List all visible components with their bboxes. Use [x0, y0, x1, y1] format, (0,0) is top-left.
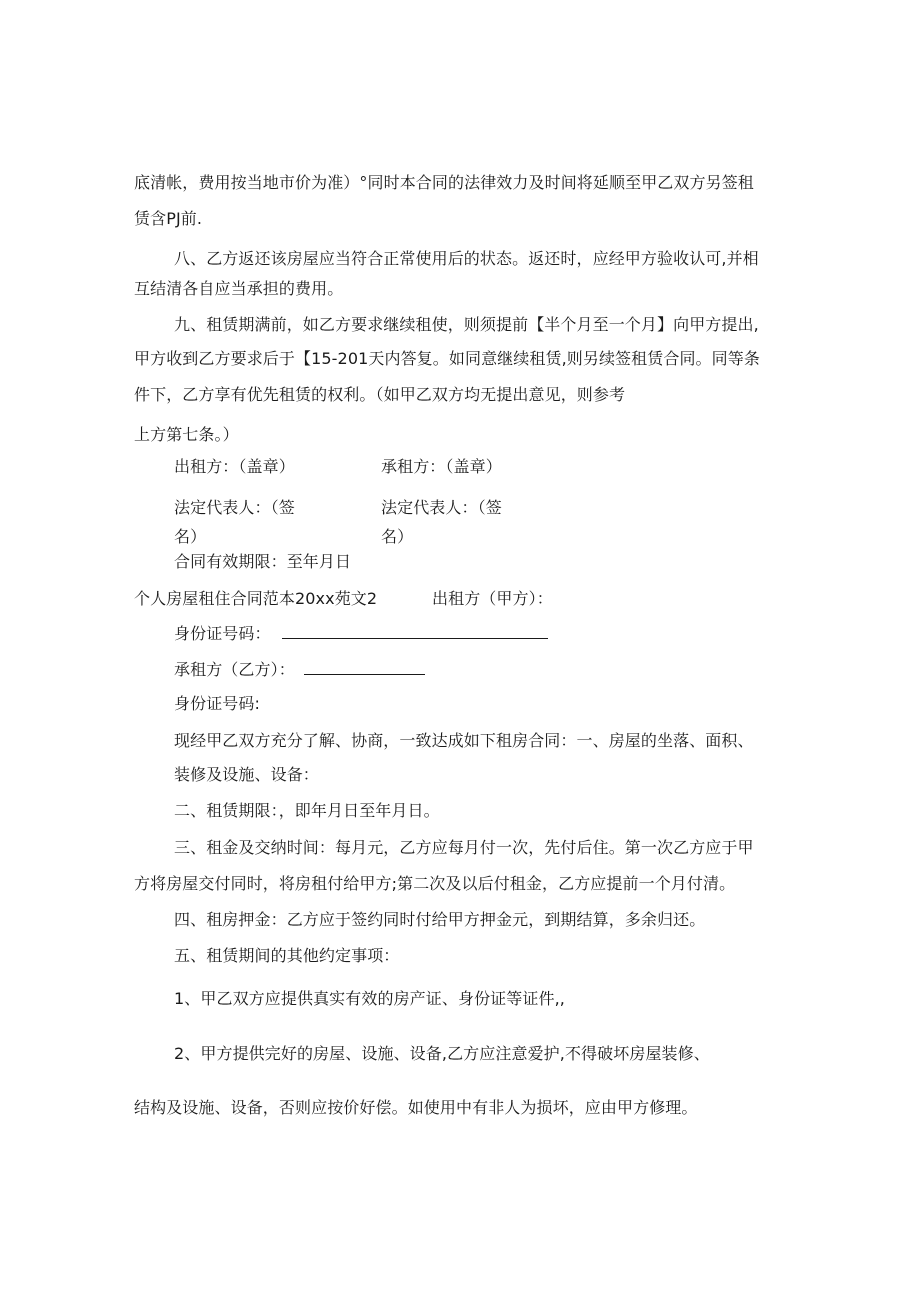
id-number-blank-1 — [282, 624, 548, 639]
validity-period: 合同有效期限：至年月日 — [174, 552, 352, 571]
article-8-line-1: 八、乙方返还该房屋应当符合正常使用后的状态。返还时，应经甲方验收认可,并相 — [174, 249, 759, 268]
article-3-line-1: 三、租金及交纳时间：每月元，乙方应每月付一次，先付后住。第一次乙方应于甲 — [174, 838, 754, 857]
article-5-item-1: 1、甲乙双方应提供真实有效的房产证、身份证等证件,, — [174, 989, 565, 1008]
lessee-party-label: 承租方（乙方）： — [174, 660, 295, 679]
paragraph-continued-line-2: 赁含PJ前. — [134, 209, 203, 228]
id-number-row-1 — [174, 624, 548, 644]
signature-lessor: 出租方：（盖章） — [174, 457, 295, 476]
id-number-label-1: 身份证号码： — [174, 624, 271, 643]
article-4: 四、租房押金：乙方应于签约同时付给甲方押金元，到期结算，多余归还。 — [174, 910, 706, 929]
article-5-item-2-line-2: 结构及设施、设备，否则应按价好偿。如使用中有非人为损坏，应由甲方修理。 — [134, 1098, 698, 1117]
intro-line-1: 现经甲乙双方充分了解、协商，一致达成如下租房合同：一、房屋的坐落、面积、 — [174, 731, 754, 750]
representative-lessee-line-1: 法定代表人：（签 — [381, 498, 502, 517]
article-3-line-2: 方将房屋交付同时，将房租付给甲方;第二次及以后付租金，乙方应提前一个月付清。 — [134, 874, 736, 893]
contract-title-2: 个人房屋租住合同范本20xx苑文2 — [134, 589, 378, 608]
representative-lessor-line-1: 法定代表人：（签 — [174, 498, 295, 517]
article-9-line-4: 上方第七条。） — [134, 425, 239, 444]
lessee-party-blank — [304, 660, 425, 675]
id-number-label-2: 身份证号码: — [174, 694, 260, 713]
article-9-line-1: 九、租赁期满前，如乙方要求继续租使，则须提前【半个月至一个月】向甲方提出, — [174, 315, 759, 334]
representative-lessor-line-2: 名） — [174, 527, 207, 546]
article-5-item-2-line-1: 2、甲方提供完好的房屋、设施、设备,乙方应注意爱护,不得破坏房屋装修、 — [174, 1044, 710, 1063]
article-2: 二、租赁期限：，即年月日至年月日。 — [174, 801, 440, 820]
lessee-party-row — [174, 660, 425, 680]
article-5: 五、租赁期间的其他约定事项： — [174, 946, 400, 965]
intro-line-2: 装修及设施、设备： — [174, 765, 319, 784]
article-9-line-2: 甲方收到乙方要求后于【15-201天内答复。如同意继续租赁,则另续签租赁合同。同等条 — [134, 349, 760, 368]
lessor-party-label: 出租方（甲方）： — [432, 589, 553, 608]
article-9-line-3: 件下，乙方享有优先租赁的权利。（如甲乙双方均无提出意见，则参考 — [134, 385, 626, 404]
article-8-line-2: 互结清各自应当承担的费用。 — [134, 279, 344, 298]
paragraph-continued-line-1: 底清帐，费用按当地市价为准）°同时本合同的法律效力及时间将延顺至甲乙双方另签租 — [134, 173, 754, 192]
representative-lessee-line-2: 名） — [381, 527, 414, 546]
signature-lessee: 承租方：（盖章） — [381, 457, 502, 476]
